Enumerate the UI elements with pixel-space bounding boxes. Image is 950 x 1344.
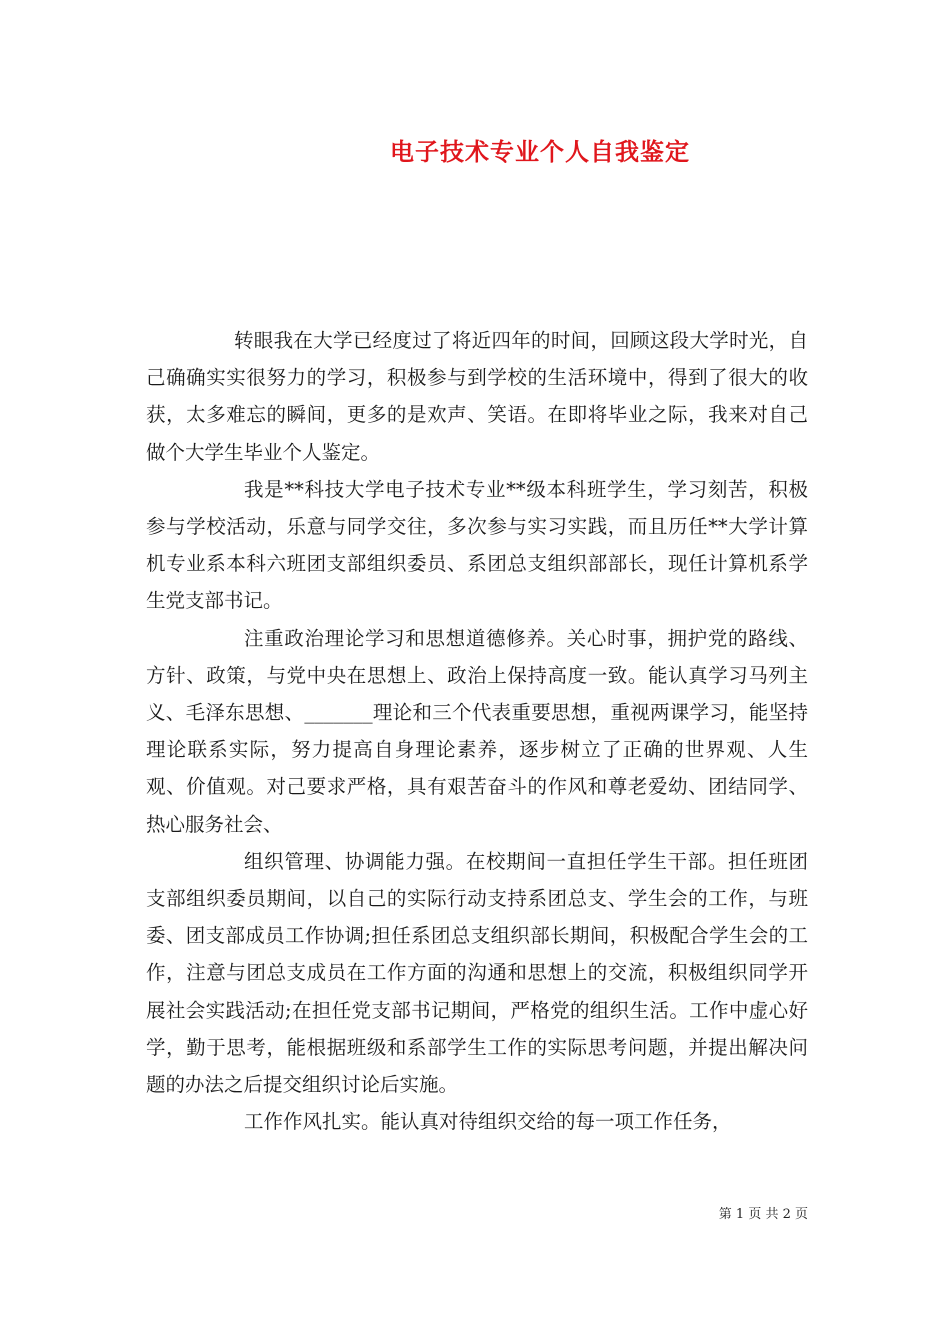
page-number-footer: 第 1 页 共 2 页 [718, 1207, 808, 1222]
paragraph-political: 注重政治理论学习和思想道德修养。关心时事，拥护党的路线、方针、政策，与党中央在思想上、政治上保持高度一致。能认真学习马列主义、毛泽东思想、_______理论和三个代表重要思想，重视两课学习，能坚持理论联系实际，努力提高自身理论素养，逐步树立了正确的世界观、人生观、价值观。对己要求严格，具有艰苦奋斗的作风和尊老爱幼、团结同学、热心服务社会、 [146, 626, 808, 836]
paragraph-intro: 转眼我在大学已经度过了将近四年的时间，回顾这段大学时光，自己确确实实很努力的学习，积极参与到学校的生活环境中，得到了很大的收获，太多难忘的瞬间，更多的是欢声、笑语。在即将毕业之际，我来对自己做个大学生毕业个人鉴定。 [146, 329, 808, 464]
paragraph-organization: 组织管理、协调能力强。在校期间一直担任学生干部。担任班团支部组织委员期间，以自己的实际行动支持系团总支、学生会的工作，与班委、团支部成员工作协调;担任系团总支组织部长期间，积极配合学生会的工作，注意与团总支成员在工作方面的沟通和思想上的交流，积极组织同学开展社会实践活动;在担任党支部书记期间，严格党的组织生活。工作中虚心好学，勤于思考，能根据班级和系部学生工作的实际思考问题，并提出解决问题的办法之后提交组织讨论后实施。 [146, 849, 808, 1097]
document-body [146, 322, 808, 1140]
document-title: 电子技术专业个人自我鉴定 [390, 137, 690, 166]
paragraph-background: 我是**科技大学电子技术专业**级本科班学生，学习刻苦，积极参与学校活动，乐意与同学交往，多次参与实习实践，而且历任**大学计算机专业系本科六班团支部组织委员、系团总支组织部部长，现任计算机系学生党支部书记。 [146, 477, 808, 613]
paragraph-work-style: 工作作风扎实。能认真对待组织交给的每一项工作任务， [244, 1110, 732, 1134]
